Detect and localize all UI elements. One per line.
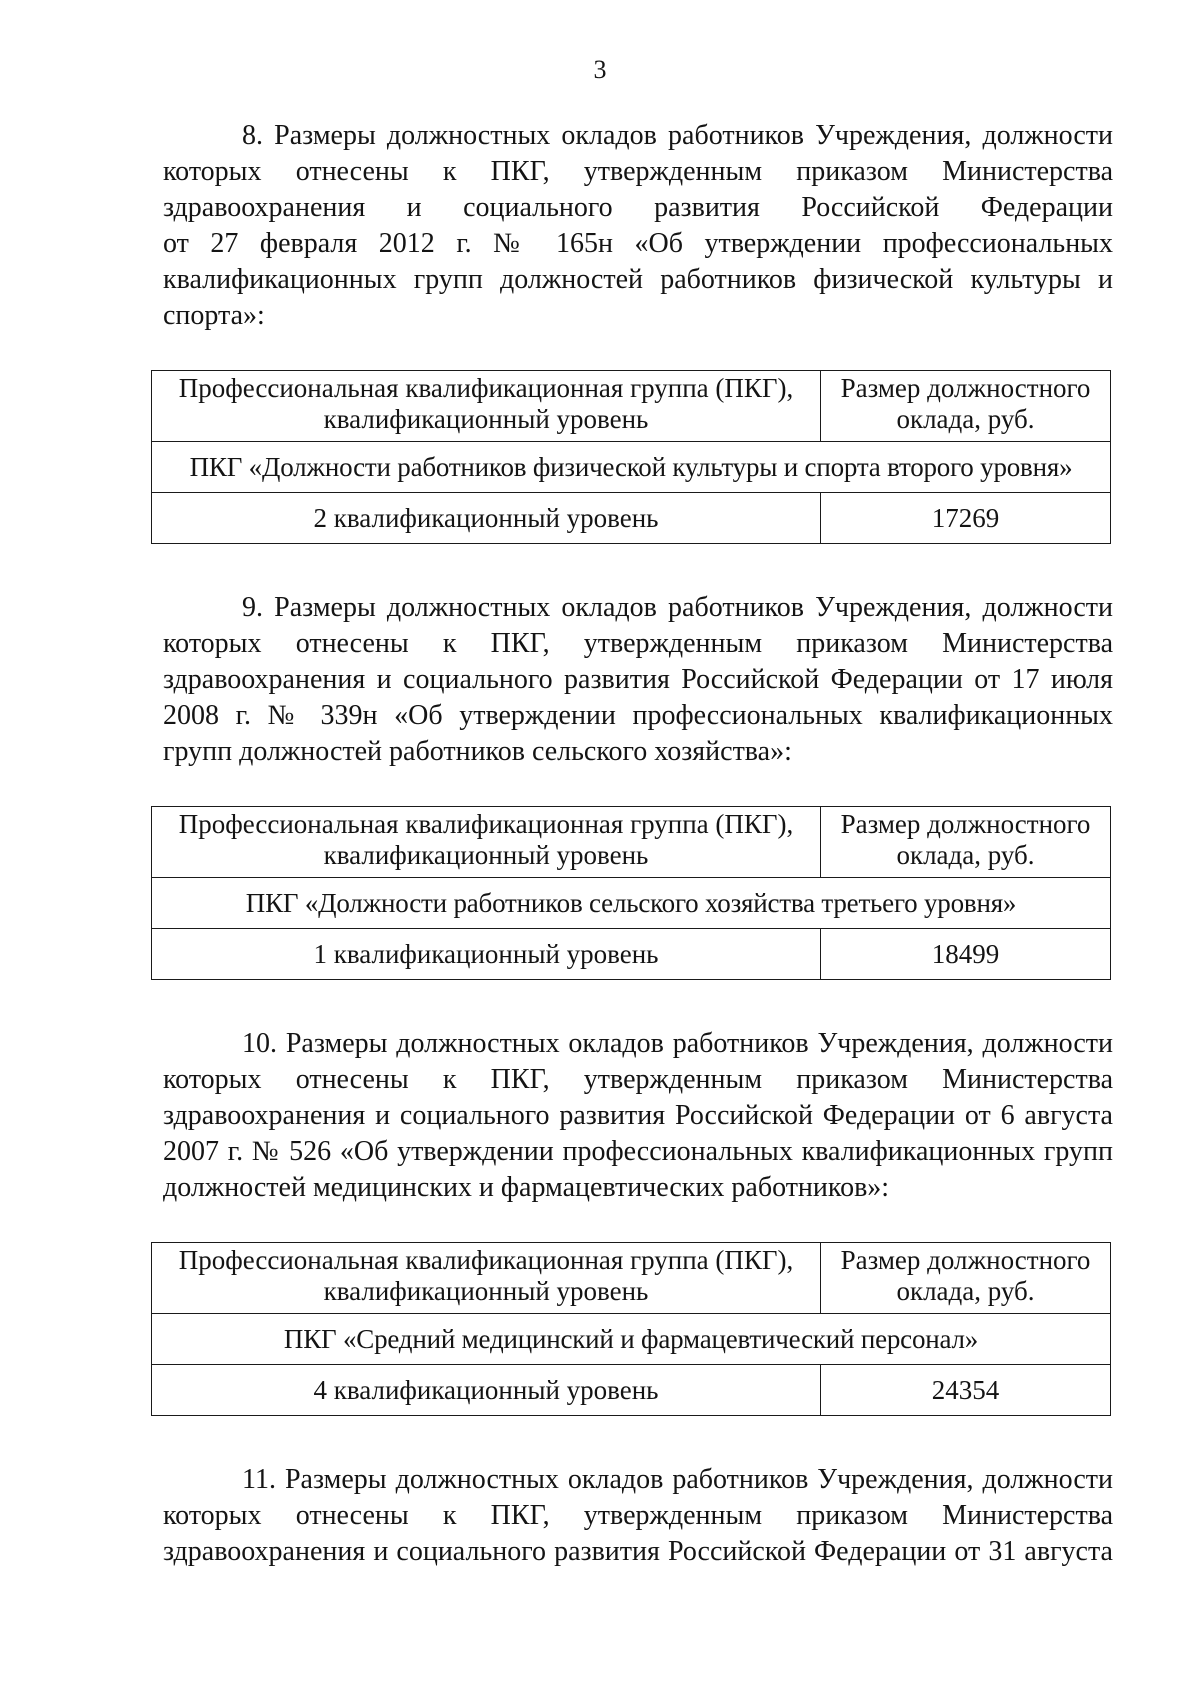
paragraph-line: спорта»: [163,300,265,331]
level-cell: 4 квалификационный уровень [152,1365,821,1416]
table-row [152,929,1111,980]
paragraph-line: которых отнесены к ПКГ, утвержденным приказом Министерства [163,628,1113,659]
paragraph-line: групп должностей работников сельского хозяйства»: [163,736,792,767]
table-group-row [152,442,1111,493]
paragraph-line: 9. Размеры должностных окладов работников Учреждения, должности [242,592,1113,623]
group-name-cell: ПКГ «Должности работников физической культуры и спорта второго уровня» [152,442,1111,493]
paragraph-10 [163,1026,1113,1206]
paragraph-line: которых отнесены к ПКГ, утвержденным приказом Министерства [163,156,1113,187]
table-header-row [152,371,1111,442]
table-row [152,1365,1111,1416]
paragraph-line: 8. Размеры должностных окладов работников Учреждения, должности [242,120,1113,151]
salary-cell: 24354 [821,1365,1111,1416]
group-name-cell: ПКГ «Должности работников сельского хозяйства третьего уровня» [152,878,1111,929]
header-group-cell: Профессиональная квалификационная группа (ПКГ), квалификационный уровень [152,807,821,878]
header-salary-cell: Размер должностного оклада, руб. [821,1243,1111,1314]
salary-cell: 18499 [821,929,1111,980]
header-salary-cell: Размер должностного оклада, руб. [821,807,1111,878]
table-group-row [152,878,1111,929]
page-number: 3 [593,55,607,84]
paragraph-line: от 27 февраля 2012 г. № 165н «Об утверждении профессиональных [163,228,1113,259]
paragraph-line: которых отнесены к ПКГ, утвержденным приказом Министерства [163,1064,1113,1095]
paragraph-line: которых отнесены к ПКГ, утвержденным приказом Министерства [163,1500,1113,1531]
group-name-cell: ПКГ «Средний медицинский и фармацевтический персонал» [152,1314,1111,1365]
paragraph-line: должностей медицинских и фармацевтических работников»: [163,1172,890,1203]
paragraph-9 [163,590,1113,770]
section-11 [163,1462,1113,1570]
salary-cell: 17269 [821,493,1111,544]
table-header-row [152,1243,1111,1314]
header-salary-cell: Размер должностного оклада, руб. [821,371,1111,442]
paragraph-line: квалификационных групп должностей работников физической культуры и [163,264,1113,295]
level-cell: 1 квалификационный уровень [152,929,821,980]
table-group-row [152,1314,1111,1365]
level-cell: 2 квалификационный уровень [152,493,821,544]
paragraph-line: 2008 г. № 339н «Об утверждении профессиональных квалификационных [163,700,1113,731]
table-row [152,493,1111,544]
section-8 [163,118,1113,544]
salary-table-10 [151,1242,1111,1416]
paragraph-line: здравоохранения и социального развития Российской Федерации от 6 августа [163,1100,1113,1131]
paragraph-line: 11. Размеры должностных окладов работников Учреждения, должности [242,1464,1113,1495]
paragraph-line: здравоохранения и социального развития Российской Федерации от 17 июля [163,664,1113,695]
document-body [163,118,1113,1570]
salary-table-9 [151,806,1111,980]
salary-table-8 [151,370,1111,544]
paragraph-line: здравоохранения и социального развития Российской Федерации [163,192,1113,223]
header-group-cell: Профессиональная квалификационная группа (ПКГ), квалификационный уровень [152,371,821,442]
paragraph-8 [163,118,1113,334]
paragraph-line: 2007 г. № 526 «Об утверждении профессиональных квалификационных групп [163,1136,1113,1167]
section-9 [163,590,1113,980]
header-group-cell: Профессиональная квалификационная группа (ПКГ), квалификационный уровень [152,1243,821,1314]
paragraph-line: 10. Размеры должностных окладов работников Учреждения, должности [242,1028,1113,1059]
paragraph-11 [163,1462,1113,1570]
table-header-row [152,807,1111,878]
section-10 [163,1026,1113,1416]
paragraph-line: здравоохранения и социального развития Российской Федерации от 31 августа [163,1536,1113,1567]
